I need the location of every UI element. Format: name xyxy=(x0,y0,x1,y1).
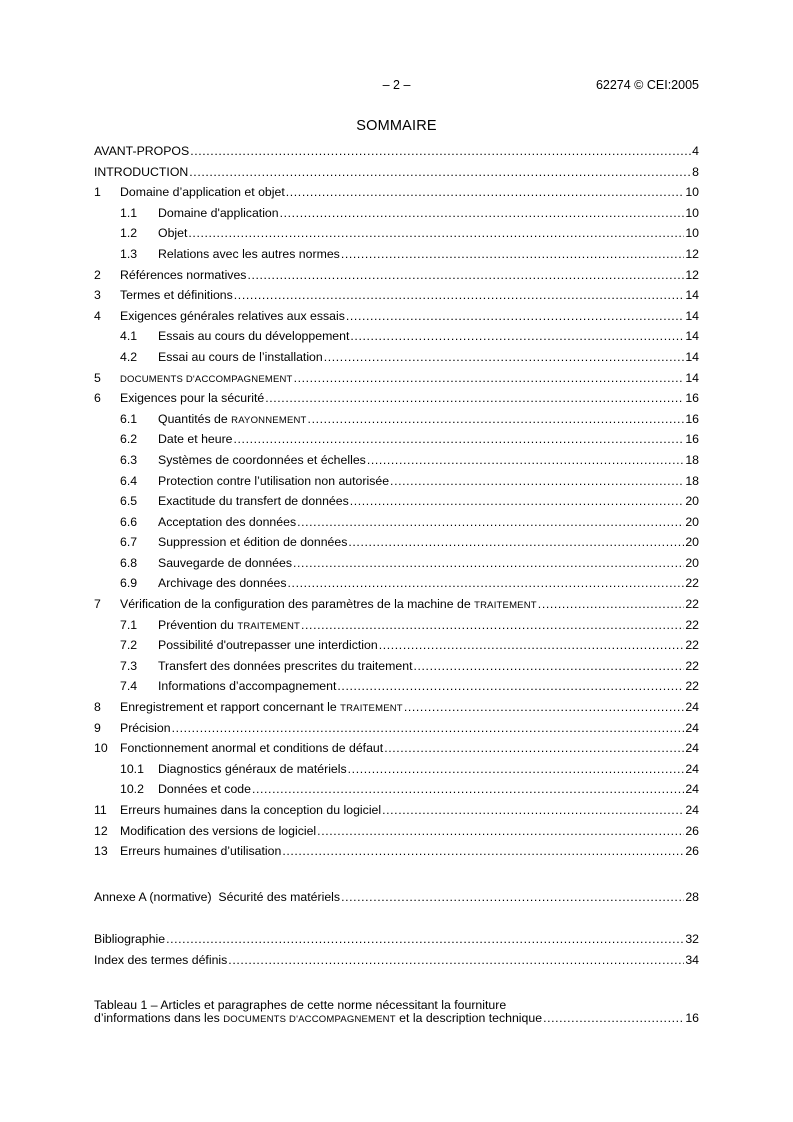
dot-leader xyxy=(341,887,684,908)
section-number: 8 xyxy=(94,700,101,715)
section-page: 12 xyxy=(685,246,699,261)
toc-entry-section-2[interactable] xyxy=(94,265,699,286)
dot-leader xyxy=(348,759,685,780)
dot-leader xyxy=(367,450,685,471)
page-header xyxy=(94,78,699,94)
section-title: Prévention du xyxy=(158,617,238,632)
table-caption-text: et la description technique xyxy=(395,1011,543,1026)
dot-leader xyxy=(189,162,691,183)
table-of-contents xyxy=(94,141,699,1026)
section-number: 6.3 xyxy=(120,452,138,467)
section-number: 10.1 xyxy=(120,761,144,776)
section-page: 20 xyxy=(685,494,699,509)
section-title: Domaine d’application et objet xyxy=(120,185,285,200)
section-title-small-caps: TRAITEMENT xyxy=(237,620,301,632)
dot-leader xyxy=(172,718,685,739)
section-number: 7.3 xyxy=(120,658,138,673)
section-title: Fonctionnement anormal et conditions de défaut xyxy=(120,741,384,756)
section-number: 6.1 xyxy=(120,411,138,426)
section-title: Systèmes de coordonnées et échelles xyxy=(158,452,366,467)
section-number: 6.6 xyxy=(120,514,138,529)
dot-leader xyxy=(234,285,685,306)
toc-entry-page: 8 xyxy=(692,164,699,179)
section-number: 6.8 xyxy=(120,555,138,570)
section-title: Transfert des données prescrites du traitement xyxy=(158,658,413,673)
section-title: Erreurs humaines d’utilisation xyxy=(120,844,282,859)
toc-entry-section-7-4[interactable] xyxy=(94,676,699,697)
section-page: 24 xyxy=(685,761,699,776)
toc-entry-section-4-2[interactable] xyxy=(94,347,699,368)
section-title: Archivage des données xyxy=(158,576,287,591)
toc-entry-page: 34 xyxy=(685,952,699,967)
dot-leader xyxy=(294,368,685,389)
section-title: Suppression et édition de données xyxy=(158,535,348,550)
dot-leader xyxy=(280,203,685,224)
dot-leader xyxy=(324,347,685,368)
toc-entry-section-8[interactable] xyxy=(94,697,699,718)
dot-leader xyxy=(384,738,684,759)
dot-leader xyxy=(308,409,685,430)
dot-leader xyxy=(288,573,685,594)
section-number: 2 xyxy=(94,267,101,282)
dot-leader xyxy=(190,141,691,162)
dot-leader xyxy=(348,532,684,553)
dot-leader xyxy=(350,491,685,512)
toc-entry-section-6-4[interactable] xyxy=(94,471,699,492)
section-page: 24 xyxy=(685,803,699,817)
section-number: 4 xyxy=(94,308,101,323)
section-page: 16 xyxy=(685,411,699,426)
dot-leader xyxy=(282,841,684,862)
toc-entry-section-6-5[interactable] xyxy=(94,491,699,512)
toc-entry-section-11[interactable] xyxy=(94,800,699,821)
toc-entry-section-6-9[interactable] xyxy=(94,573,699,594)
toc-entry-section-9[interactable] xyxy=(94,718,699,739)
toc-entry-section-6-1[interactable] xyxy=(94,409,699,430)
toc-entry-section-4-1[interactable] xyxy=(94,326,699,347)
section-number: 1 xyxy=(94,185,101,200)
section-page: 20 xyxy=(685,514,699,529)
section-number: 6.2 xyxy=(120,432,138,447)
section-title-small-caps: RAYONNEMENT xyxy=(231,414,307,426)
section-page: 22 xyxy=(685,617,699,632)
section-number: 1.2 xyxy=(120,226,138,241)
toc-entry-section-6-6[interactable] xyxy=(94,512,699,533)
section-page: 22 xyxy=(685,658,699,673)
toc-entry-label: Bibliographie xyxy=(94,932,166,947)
section-number: 6.4 xyxy=(120,473,138,488)
toc-entry-section-7-3[interactable] xyxy=(94,656,699,677)
toc-entry-section-1-1[interactable] xyxy=(94,203,699,224)
section-title: Diagnostics généraux de matériels xyxy=(158,761,347,776)
annex-page: 28 xyxy=(685,889,699,904)
section-page: 10 xyxy=(685,205,699,220)
section-page: 18 xyxy=(685,473,699,488)
dot-leader xyxy=(317,821,684,842)
section-title: Enregistrement et rapport concernant le xyxy=(120,700,341,715)
toc-entry-bibliographie[interactable] xyxy=(94,929,699,950)
section-title: Objet xyxy=(158,226,188,241)
dot-leader xyxy=(228,950,684,971)
section-page: 20 xyxy=(685,555,699,570)
section-title: Quantités de xyxy=(158,411,232,426)
toc-entry-section-7-1[interactable] xyxy=(94,615,699,636)
section-page: 22 xyxy=(685,638,699,653)
section-page: 12 xyxy=(685,267,699,282)
section-number: 7 xyxy=(94,597,101,612)
section-page: 14 xyxy=(685,288,699,303)
section-page: 24 xyxy=(685,700,699,715)
dot-leader xyxy=(543,1012,684,1026)
dot-leader xyxy=(234,429,685,450)
dot-leader xyxy=(390,471,684,492)
section-page: 18 xyxy=(685,452,699,467)
dot-leader xyxy=(252,779,684,800)
toc-entry-section-6[interactable] xyxy=(94,388,699,409)
toc-entry-page: 4 xyxy=(692,144,699,158)
section-title: Essai au cours de l’installation xyxy=(158,349,323,364)
toc-entry-page: 32 xyxy=(685,932,699,947)
section-title: Protection contre l’utilisation non autorisée xyxy=(158,473,390,488)
table-page: 16 xyxy=(685,1011,699,1026)
toc-entry-avant-propos[interactable] xyxy=(94,141,699,162)
toc-entry-section-1-2[interactable] xyxy=(94,223,699,244)
dot-leader xyxy=(286,182,685,203)
dot-leader xyxy=(166,929,684,950)
section-number: 7.2 xyxy=(120,638,138,653)
section-page: 16 xyxy=(685,391,699,406)
section-page: 10 xyxy=(685,226,699,241)
section-page: 26 xyxy=(685,844,699,859)
document-reference: 62274 © CEI:2005 xyxy=(595,78,699,92)
dot-leader xyxy=(247,265,684,286)
section-page: 24 xyxy=(685,720,699,735)
section-number: 11 xyxy=(94,803,107,817)
toc-entry-section-10[interactable] xyxy=(94,738,699,759)
toc-entry-section-6-2[interactable] xyxy=(94,429,699,450)
dot-leader xyxy=(382,800,684,821)
section-title: Termes et définitions xyxy=(120,288,233,303)
toc-entry-section-13[interactable] xyxy=(94,841,699,862)
dot-leader xyxy=(350,326,684,347)
spacer xyxy=(94,971,699,999)
toc-entry-label: INTRODUCTION xyxy=(94,164,189,179)
dot-leader xyxy=(414,656,685,677)
dot-leader xyxy=(293,553,684,574)
dot-leader xyxy=(341,244,685,265)
section-number: 1.3 xyxy=(120,246,138,261)
section-page: 14 xyxy=(685,349,699,364)
section-title: Données et code xyxy=(158,782,251,797)
section-title: Relations avec les autres normes xyxy=(158,246,340,261)
section-number: 6.9 xyxy=(120,576,138,591)
toc-entry-section-7[interactable] xyxy=(94,594,699,615)
section-number: 4.1 xyxy=(120,329,138,344)
dot-leader xyxy=(404,697,685,718)
toc-entry-section-10-2[interactable] xyxy=(94,779,699,800)
section-title: Exigences générales relatives aux essais xyxy=(120,308,345,323)
toc-entry-section-10-1[interactable] xyxy=(94,759,699,780)
section-number: 4.2 xyxy=(120,349,138,364)
toc-entry-section-4[interactable] xyxy=(94,306,699,327)
section-title: Exigences pour la sécurité xyxy=(120,391,265,406)
dot-leader xyxy=(337,676,684,697)
section-page: 22 xyxy=(685,576,699,591)
section-number: 7.4 xyxy=(120,679,138,694)
section-number: 6.5 xyxy=(120,494,138,509)
section-number: 12 xyxy=(94,823,108,838)
section-title: Références normatives xyxy=(120,267,247,282)
toc-entry-section-1-3[interactable] xyxy=(94,244,699,265)
dot-leader xyxy=(265,388,684,409)
dot-leader xyxy=(538,594,685,615)
section-page: 16 xyxy=(685,432,699,447)
toc-entry-section-6-8[interactable] xyxy=(94,553,699,574)
dot-leader xyxy=(346,306,684,327)
section-title: Domaine d'application xyxy=(158,205,279,220)
section-title: Informations d’accompagnement xyxy=(158,679,337,694)
section-page: 14 xyxy=(685,370,699,385)
section-number: 3 xyxy=(94,288,101,303)
dot-leader xyxy=(301,615,684,636)
section-title: Précision xyxy=(120,720,171,735)
toc-entry-tableau-1[interactable] xyxy=(94,999,699,1026)
toc-entry-section-3[interactable] xyxy=(94,285,699,306)
section-page: 10 xyxy=(685,185,699,200)
section-page: 22 xyxy=(685,679,699,694)
section-title: Sauvegarde de données xyxy=(158,555,293,570)
annex-title: Annexe A (normative) Sécurité des matériels xyxy=(94,889,341,904)
toc-entry-annex-a[interactable] xyxy=(94,887,699,908)
section-page: 22 xyxy=(685,597,699,612)
section-number: 10.2 xyxy=(120,782,144,797)
section-number: 10 xyxy=(94,741,108,756)
toc-entry-introduction[interactable] xyxy=(94,162,699,183)
section-number: 7.1 xyxy=(120,617,138,632)
section-page: 14 xyxy=(685,329,699,344)
section-title-small-caps: TRAITEMENT xyxy=(474,600,537,612)
section-title: Acceptation des données xyxy=(158,514,297,529)
section-title-small-caps: DOCUMENTS D'ACCOMPAGNEMENT xyxy=(120,373,293,385)
section-title: Erreurs humaines dans la conception du logiciel xyxy=(120,803,382,817)
page-number: – 2 – xyxy=(382,78,411,92)
section-number: 6 xyxy=(94,391,101,406)
toc-entry-section-12[interactable] xyxy=(94,821,699,842)
toc-entry-section-7-2[interactable] xyxy=(94,635,699,656)
toc-entry-label: Index des termes définis xyxy=(94,952,228,967)
toc-entry-section-1[interactable] xyxy=(94,182,699,203)
toc-entry-section-5[interactable] xyxy=(94,368,699,389)
section-number: 13 xyxy=(94,844,108,859)
dot-leader xyxy=(188,223,684,244)
table-caption-small-caps: DOCUMENTS D'ACCOMPAGNEMENT xyxy=(223,1014,396,1026)
section-number: 5 xyxy=(94,370,101,385)
section-number: 6.7 xyxy=(120,535,138,550)
section-number: 1.1 xyxy=(120,205,138,220)
section-page: 24 xyxy=(685,782,699,797)
spacer xyxy=(94,862,699,887)
section-title: Possibilité d'outrepasser une interdiction xyxy=(158,638,378,653)
section-title: Vérification de la configuration des paramètres de la machine de xyxy=(120,597,475,612)
toc-entry-section-6-7[interactable] xyxy=(94,532,699,553)
section-title: Exactitude du transfert de données xyxy=(158,494,349,509)
table-caption-text: d’informations dans les xyxy=(94,1011,224,1026)
dot-leader xyxy=(297,512,684,533)
table-caption-line-1: Tableau 1 – Articles et paragraphes de cette norme nécessitant la fourniture xyxy=(94,997,507,1012)
section-page: 26 xyxy=(685,823,699,838)
section-page: 20 xyxy=(685,535,699,550)
dot-leader xyxy=(379,635,685,656)
section-page: 24 xyxy=(685,741,699,756)
toc-entry-index[interactable] xyxy=(94,950,699,971)
spacer xyxy=(94,907,699,929)
section-title: Modification des versions de logiciel xyxy=(120,823,317,838)
toc-title: SOMMAIRE xyxy=(356,118,437,134)
section-title-small-caps: TRAITEMENT xyxy=(340,703,403,715)
section-title: Essais au cours du développement xyxy=(158,329,350,344)
section-title: Date et heure xyxy=(158,432,233,447)
table-caption-line-2 xyxy=(94,1012,699,1026)
section-number: 9 xyxy=(94,720,101,735)
section-page: 14 xyxy=(685,308,699,323)
toc-entry-section-6-3[interactable] xyxy=(94,450,699,471)
toc-entry-label: AVANT-PROPOS xyxy=(94,144,190,158)
